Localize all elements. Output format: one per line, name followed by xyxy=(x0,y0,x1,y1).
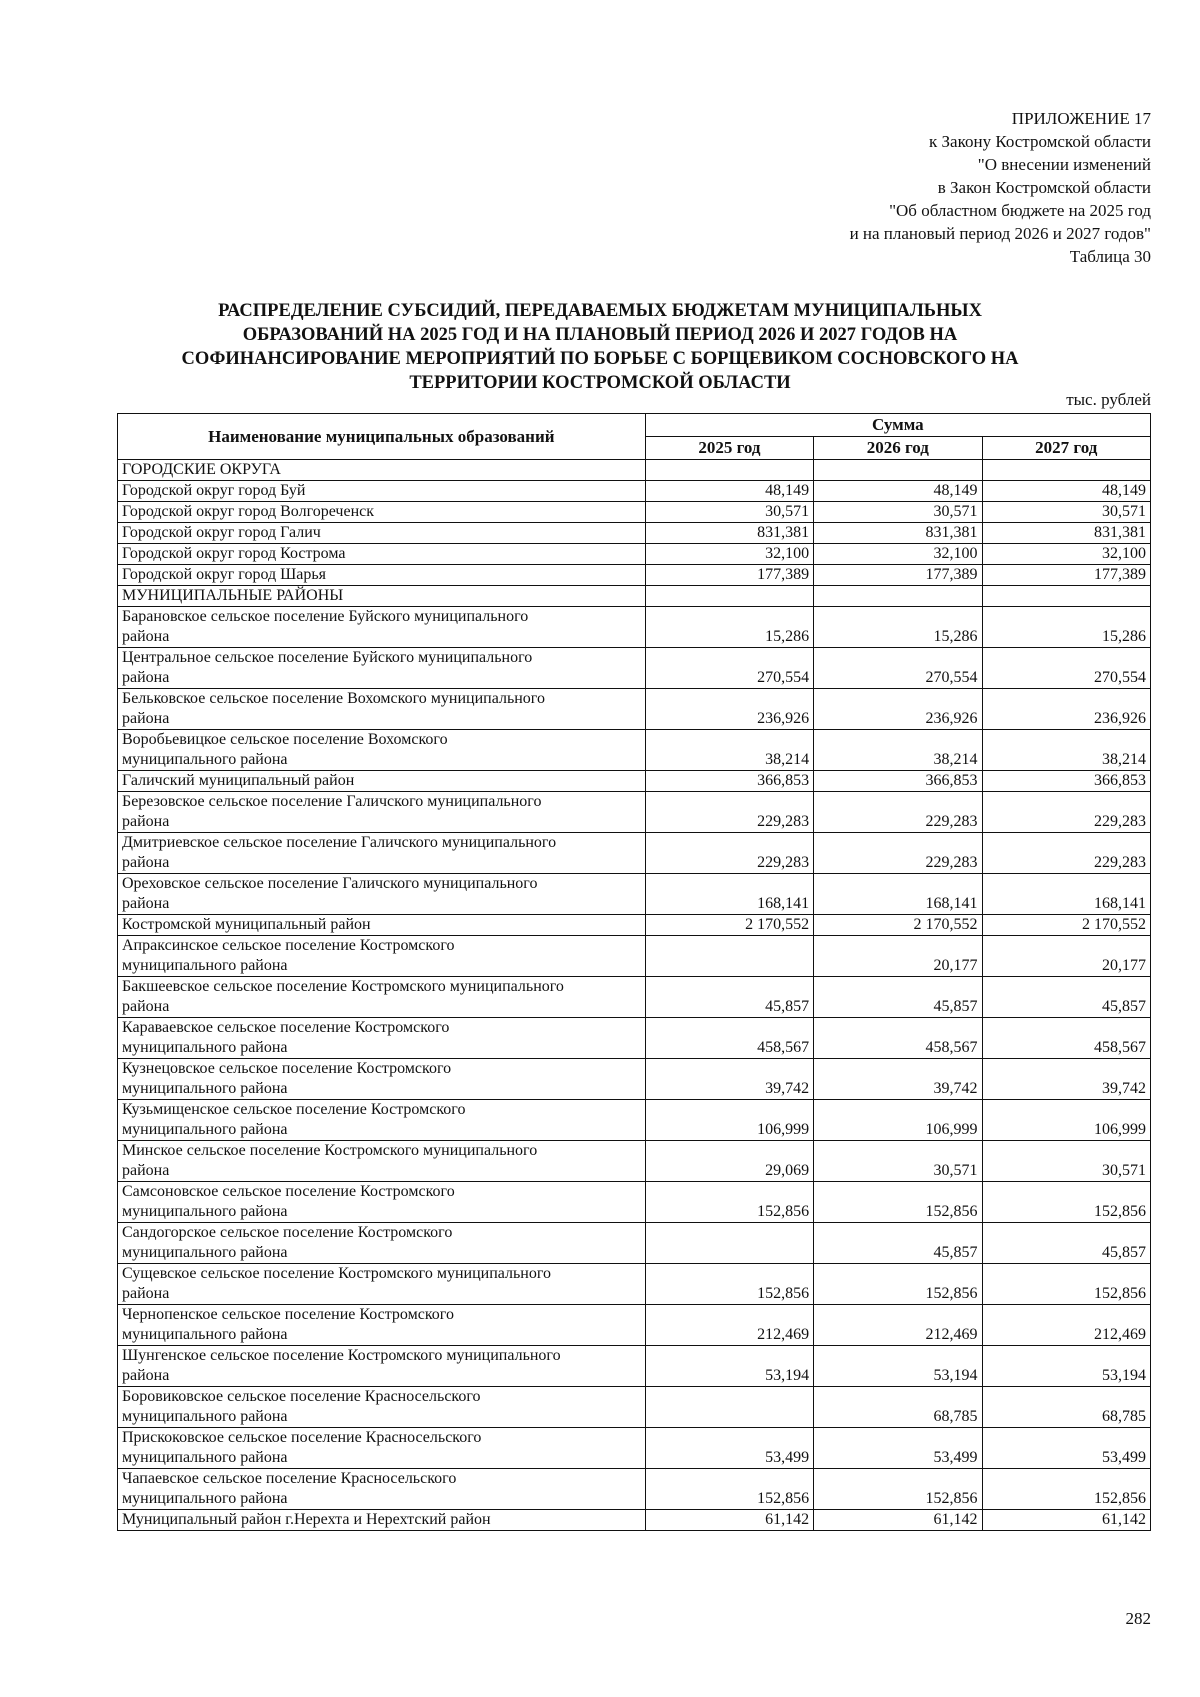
amount-2026: 458,567 xyxy=(814,1018,982,1059)
municipality-name xyxy=(118,689,646,730)
table-row xyxy=(118,648,1151,689)
table-row xyxy=(118,481,1151,502)
amount-2026: 831,381 xyxy=(814,523,982,544)
table-row xyxy=(118,1510,1151,1531)
municipality-name xyxy=(118,1264,646,1305)
municipality-name xyxy=(118,1018,646,1059)
amount-2026: 152,856 xyxy=(814,1264,982,1305)
amount-2026: 2 170,552 xyxy=(814,915,982,936)
municipality-name-line: муниципального района xyxy=(122,1449,288,1466)
table-row xyxy=(118,1387,1151,1428)
municipality-name-line: Ореховское сельское поселение Галичского муниципального xyxy=(122,875,538,892)
municipality-name xyxy=(118,523,646,544)
municipality-name xyxy=(118,607,646,648)
table-row xyxy=(118,915,1151,936)
amount-2025: 2 170,552 xyxy=(645,915,813,936)
amount-2025: 38,214 xyxy=(645,730,813,771)
municipality-name-line: муниципального района xyxy=(122,957,288,974)
municipality-name xyxy=(118,1100,646,1141)
table-row xyxy=(118,1346,1151,1387)
empty-cell xyxy=(645,586,813,607)
amount-2025 xyxy=(645,936,813,977)
municipality-name-line: Кузьмищенское сельское поселение Костромского xyxy=(122,1101,466,1118)
page-number: 282 xyxy=(1125,1609,1151,1628)
table-row xyxy=(118,1469,1151,1510)
amount-2026: 20,177 xyxy=(814,936,982,977)
amount-2026: 53,194 xyxy=(814,1346,982,1387)
amount-2025: 831,381 xyxy=(645,523,813,544)
amount-2025: 45,857 xyxy=(645,977,813,1018)
amount-2027: 106,999 xyxy=(982,1100,1150,1141)
table-row xyxy=(118,565,1151,586)
section-label: МУНИЦИПАЛЬНЫЕ РАЙОНЫ xyxy=(118,586,646,607)
amount-2027: 212,469 xyxy=(982,1305,1150,1346)
municipality-name-line: Городской округ город Волгореченск xyxy=(122,503,375,520)
amount-2025: 39,742 xyxy=(645,1059,813,1100)
municipality-name-line: Боровиковское сельское поселение Красносельского xyxy=(122,1388,481,1405)
amount-2027: 30,571 xyxy=(982,1141,1150,1182)
municipality-name-line: Барановское сельское поселение Буйского муниципального xyxy=(122,608,529,625)
amount-2027: 177,389 xyxy=(982,565,1150,586)
amount-2026: 212,469 xyxy=(814,1305,982,1346)
municipality-name-line: района xyxy=(122,1162,170,1179)
municipality-name-line: Костромской муниципальный район xyxy=(122,916,371,933)
amount-2026: 229,283 xyxy=(814,833,982,874)
empty-cell xyxy=(645,460,813,481)
amount-2026: 30,571 xyxy=(814,1141,982,1182)
municipality-name xyxy=(118,977,646,1018)
table-row xyxy=(118,1428,1151,1469)
amount-2025: 458,567 xyxy=(645,1018,813,1059)
amount-2027: 152,856 xyxy=(982,1264,1150,1305)
amount-2027: 152,856 xyxy=(982,1182,1150,1223)
amount-2027: 168,141 xyxy=(982,874,1150,915)
table-row xyxy=(118,1100,1151,1141)
municipality-name-line: района xyxy=(122,1367,170,1384)
amount-2027: 32,100 xyxy=(982,544,1150,565)
municipality-name xyxy=(118,1141,646,1182)
municipality-name-line: района xyxy=(122,895,170,912)
amount-2025: 152,856 xyxy=(645,1469,813,1510)
table-row xyxy=(118,833,1151,874)
amount-2026: 38,214 xyxy=(814,730,982,771)
municipality-name-line: муниципального района xyxy=(122,751,288,768)
amount-2025: 152,856 xyxy=(645,1182,813,1223)
municipality-name xyxy=(118,1305,646,1346)
table-row xyxy=(118,1305,1151,1346)
amount-2025: 53,194 xyxy=(645,1346,813,1387)
amount-2025: 229,283 xyxy=(645,792,813,833)
municipality-name-line: муниципального района xyxy=(122,1326,288,1343)
amount-2026: 366,853 xyxy=(814,771,982,792)
column-header-sum: Сумма xyxy=(645,414,1150,437)
amount-2025: 106,999 xyxy=(645,1100,813,1141)
amount-2026: 168,141 xyxy=(814,874,982,915)
amount-2025: 236,926 xyxy=(645,689,813,730)
amount-2027: 458,567 xyxy=(982,1018,1150,1059)
municipality-name xyxy=(118,915,646,936)
amount-2027: 48,149 xyxy=(982,481,1150,502)
table-row xyxy=(118,936,1151,977)
municipality-name xyxy=(118,481,646,502)
municipality-name xyxy=(118,565,646,586)
amount-2027: 15,286 xyxy=(982,607,1150,648)
amount-2026: 177,389 xyxy=(814,565,982,586)
municipality-name xyxy=(118,502,646,523)
amount-2027: 45,857 xyxy=(982,977,1150,1018)
municipality-name-line: района xyxy=(122,669,170,686)
amount-2026: 39,742 xyxy=(814,1059,982,1100)
header-line: к Закону Костромской области xyxy=(929,132,1151,151)
municipality-name-line: района xyxy=(122,854,170,871)
amount-2027: 152,856 xyxy=(982,1469,1150,1510)
column-header-name: Наименование муниципальных образований xyxy=(118,414,646,460)
title-line: ТЕРРИТОРИИ КОСТРОМСКОЙ ОБЛАСТИ xyxy=(409,373,791,393)
amount-2027: 366,853 xyxy=(982,771,1150,792)
table-row xyxy=(118,1264,1151,1305)
amount-2027: 270,554 xyxy=(982,648,1150,689)
municipality-name-line: Центральное сельское поселение Буйского муниципального xyxy=(122,649,533,666)
amount-2026: 152,856 xyxy=(814,1469,982,1510)
table-row xyxy=(118,607,1151,648)
empty-cell xyxy=(982,586,1150,607)
section-row xyxy=(118,460,1151,481)
table-row xyxy=(118,1182,1151,1223)
amount-2025: 270,554 xyxy=(645,648,813,689)
amount-2025: 177,389 xyxy=(645,565,813,586)
municipality-name-line: Городской округ город Кострома xyxy=(122,545,346,562)
amount-2025: 168,141 xyxy=(645,874,813,915)
amount-2026: 48,149 xyxy=(814,481,982,502)
amount-2027: 53,194 xyxy=(982,1346,1150,1387)
municipality-name xyxy=(118,1346,646,1387)
column-header-year: 2026 год xyxy=(814,437,982,460)
table-row xyxy=(118,730,1151,771)
municipality-name-line: Городской округ город Галич xyxy=(122,524,321,541)
municipality-name-line: района xyxy=(122,998,170,1015)
amount-2025: 61,142 xyxy=(645,1510,813,1531)
table-row xyxy=(118,544,1151,565)
table-row xyxy=(118,523,1151,544)
appendix-header xyxy=(850,107,1151,268)
title-line: РАСПРЕДЕЛЕНИЕ СУБСИДИЙ, ПЕРЕДАВАЕМЫХ БЮДЖЕТАМ МУНИЦИПАЛЬНЫХ xyxy=(218,301,982,321)
municipality-name-line: района xyxy=(122,1285,170,1302)
amount-2025: 30,571 xyxy=(645,502,813,523)
header-line: и на плановый период 2026 и 2027 годов" xyxy=(849,224,1151,243)
amount-2025: 229,283 xyxy=(645,833,813,874)
municipality-name-line: муниципального района xyxy=(122,1408,288,1425)
municipality-name-line: муниципального района xyxy=(122,1039,288,1056)
municipality-name-line: Минское сельское поселение Костромского муниципального xyxy=(122,1142,538,1159)
municipality-name xyxy=(118,1223,646,1264)
table-row xyxy=(118,689,1151,730)
amount-2027: 30,571 xyxy=(982,502,1150,523)
municipality-name-line: Сущевское сельское поселение Костромского муниципального xyxy=(122,1265,552,1282)
municipality-name-line: Дмитриевское сельское поселение Галичского муниципального xyxy=(122,834,557,851)
municipality-name xyxy=(118,544,646,565)
municipality-name xyxy=(118,1387,646,1428)
municipality-name xyxy=(118,1059,646,1100)
column-header-year: 2027 год xyxy=(982,437,1150,460)
amount-2026: 236,926 xyxy=(814,689,982,730)
amount-2025: 212,469 xyxy=(645,1305,813,1346)
amount-2026: 152,856 xyxy=(814,1182,982,1223)
table-row xyxy=(118,977,1151,1018)
amount-2026: 68,785 xyxy=(814,1387,982,1428)
subsidy-table xyxy=(117,413,1151,1531)
amount-2027: 236,926 xyxy=(982,689,1150,730)
header-line: "Об областном бюджете на 2025 год xyxy=(889,201,1151,220)
amount-2025: 29,069 xyxy=(645,1141,813,1182)
title-line: ОБРАЗОВАНИЙ НА 2025 ГОД И НА ПЛАНОВЫЙ ПЕРИОД 2026 И 2027 ГОДОВ НА xyxy=(242,325,958,345)
amount-2026: 61,142 xyxy=(814,1510,982,1531)
table-row xyxy=(118,502,1151,523)
municipality-name xyxy=(118,1428,646,1469)
amount-2026: 15,286 xyxy=(814,607,982,648)
amount-2025: 366,853 xyxy=(645,771,813,792)
amount-2026: 45,857 xyxy=(814,977,982,1018)
table-row xyxy=(118,1059,1151,1100)
municipality-name-line: Апраксинское сельское поселение Костромского xyxy=(122,937,455,954)
municipality-name-line: Кузнецовское сельское поселение Костромского xyxy=(122,1060,452,1077)
table-row xyxy=(118,874,1151,915)
header-line: в Закон Костромской области xyxy=(937,178,1151,197)
municipality-name-line: Самсоновское сельское поселение Костромского xyxy=(122,1183,455,1200)
amount-2026: 45,857 xyxy=(814,1223,982,1264)
municipality-name xyxy=(118,730,646,771)
amount-2027: 20,177 xyxy=(982,936,1150,977)
municipality-name-line: района xyxy=(122,628,170,645)
municipality-name-line: района xyxy=(122,710,170,727)
municipality-name-line: района xyxy=(122,813,170,830)
amount-2025: 32,100 xyxy=(645,544,813,565)
municipality-name-line: Бакшеевское сельское поселение Костромского муниципального xyxy=(122,978,564,995)
municipality-name-line: Галичский муниципальный район xyxy=(122,772,355,789)
municipality-name-line: Прискоковское сельское поселение Красносельского xyxy=(122,1429,482,1446)
municipality-name-line: муниципального района xyxy=(122,1244,288,1261)
municipality-name-line: Чернопенское сельское поселение Костромского xyxy=(122,1306,454,1323)
municipality-name-line: Муниципальный район г.Нерехта и Нерехтский район xyxy=(122,1511,491,1528)
amount-2027: 38,214 xyxy=(982,730,1150,771)
amount-2026: 270,554 xyxy=(814,648,982,689)
amount-2027: 68,785 xyxy=(982,1387,1150,1428)
amount-2026: 229,283 xyxy=(814,792,982,833)
units-label: тыс. рублей xyxy=(1066,390,1151,409)
municipality-name xyxy=(118,833,646,874)
amount-2026: 106,999 xyxy=(814,1100,982,1141)
amount-2025: 53,499 xyxy=(645,1428,813,1469)
table-row xyxy=(118,792,1151,833)
empty-cell xyxy=(814,586,982,607)
municipality-name xyxy=(118,1510,646,1531)
table-row xyxy=(118,771,1151,792)
municipality-name-line: муниципального района xyxy=(122,1490,288,1507)
municipality-name-line: Шунгенское сельское поселение Костромского муниципального xyxy=(122,1347,561,1364)
amount-2025 xyxy=(645,1387,813,1428)
amount-2027: 53,499 xyxy=(982,1428,1150,1469)
amount-2027: 2 170,552 xyxy=(982,915,1150,936)
municipality-name xyxy=(118,648,646,689)
section-label: ГОРОДСКИЕ ОКРУГА xyxy=(118,460,646,481)
municipality-name-line: Городской округ город Шарья xyxy=(122,566,327,583)
municipality-name-line: Березовское сельское поселение Галичского муниципального xyxy=(122,793,542,810)
amount-2025: 15,286 xyxy=(645,607,813,648)
municipality-name-line: Бельковское сельское поселение Вохомского муниципального xyxy=(122,690,545,707)
municipality-name-line: Сандогорское сельское поселение Костромского xyxy=(122,1224,453,1241)
municipality-name xyxy=(118,771,646,792)
title-line: СОФИНАНСИРОВАНИЕ МЕРОПРИЯТИЙ ПО БОРЬБЕ С БОРЩЕВИКОМ СОСНОВСКОГО НА xyxy=(181,349,1019,369)
municipality-name-line: Чапаевское сельское поселение Красносельского xyxy=(122,1470,457,1487)
municipality-name xyxy=(118,1182,646,1223)
amount-2027: 831,381 xyxy=(982,523,1150,544)
amount-2027: 229,283 xyxy=(982,833,1150,874)
amount-2027: 45,857 xyxy=(982,1223,1150,1264)
header-line: "О внесении изменений xyxy=(977,155,1151,174)
municipality-name xyxy=(118,874,646,915)
empty-cell xyxy=(982,460,1150,481)
table-row xyxy=(118,1223,1151,1264)
column-header-year: 2025 год xyxy=(645,437,813,460)
municipality-name xyxy=(118,936,646,977)
municipality-name-line: муниципального района xyxy=(122,1121,288,1138)
header-line: ПРИЛОЖЕНИЕ 17 xyxy=(1011,109,1151,128)
amount-2026: 32,100 xyxy=(814,544,982,565)
header-line: Таблица 30 xyxy=(1069,247,1151,266)
empty-cell xyxy=(814,460,982,481)
table-row xyxy=(118,1018,1151,1059)
amount-2027: 61,142 xyxy=(982,1510,1150,1531)
table-body xyxy=(118,460,1151,1531)
municipality-name xyxy=(118,1469,646,1510)
amount-2025: 152,856 xyxy=(645,1264,813,1305)
municipality-name-line: муниципального района xyxy=(122,1080,288,1097)
municipality-name-line: Городской округ город Буй xyxy=(122,482,306,499)
municipality-name-line: Воробьевицкое сельское поселение Вохомского xyxy=(122,731,448,748)
municipality-name-line: Караваевское сельское поселение Костромского xyxy=(122,1019,450,1036)
municipality-name xyxy=(118,792,646,833)
amount-2026: 30,571 xyxy=(814,502,982,523)
amount-2026: 53,499 xyxy=(814,1428,982,1469)
municipality-name-line: муниципального района xyxy=(122,1203,288,1220)
amount-2027: 229,283 xyxy=(982,792,1150,833)
document-title xyxy=(120,299,1080,395)
amount-2027: 39,742 xyxy=(982,1059,1150,1100)
amount-2025: 48,149 xyxy=(645,481,813,502)
table-row xyxy=(118,1141,1151,1182)
amount-2025 xyxy=(645,1223,813,1264)
section-row xyxy=(118,586,1151,607)
